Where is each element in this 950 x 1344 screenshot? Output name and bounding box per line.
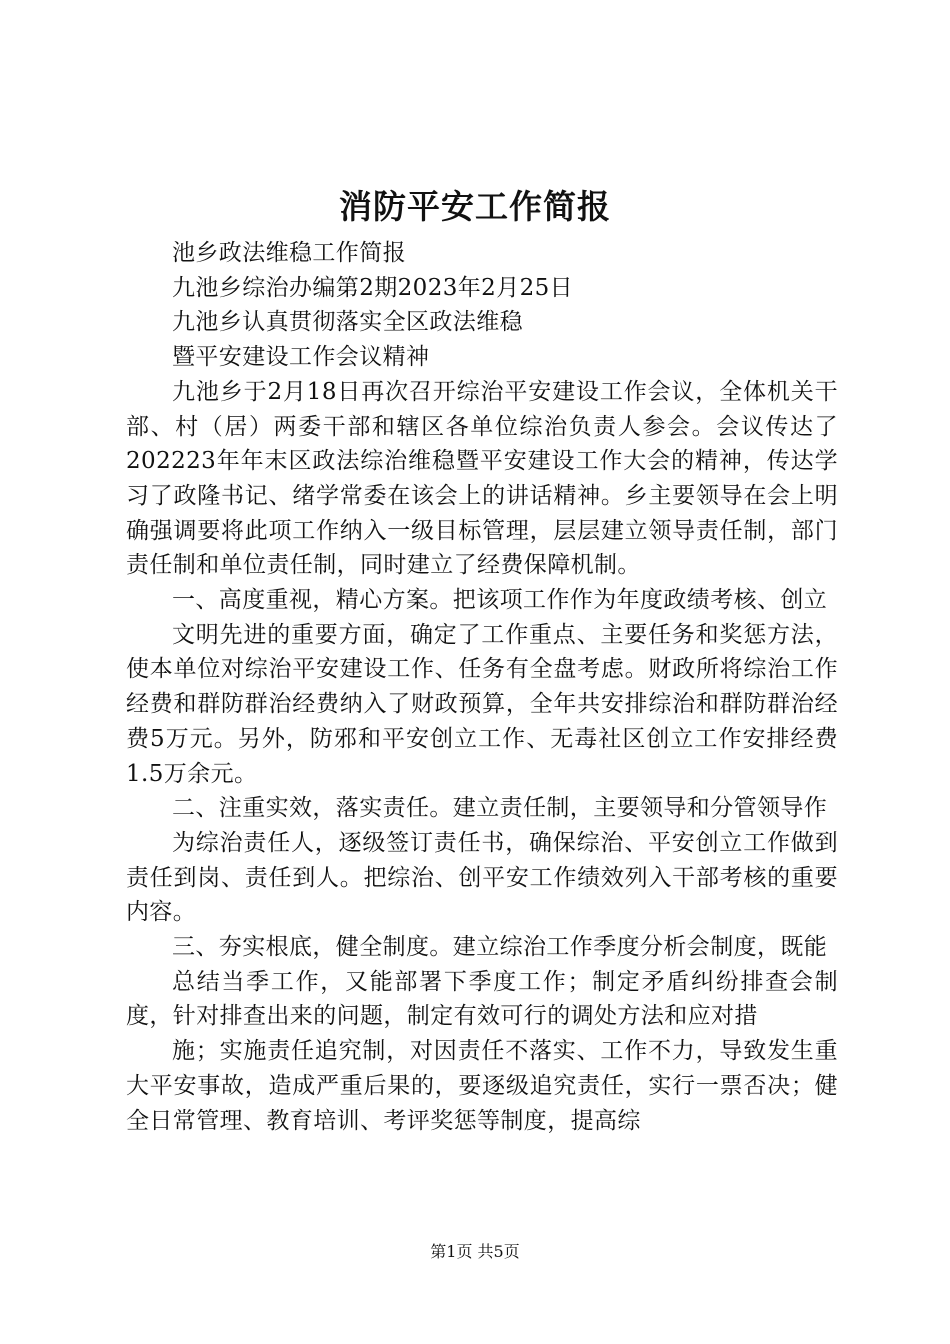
paragraph: 三、夯实根底，健全制度。建立综治工作季度分析会制度，既能 (172, 934, 828, 961)
paragraph: 九池乡于2月18日再次召开综治平安建设工作会议，全体机关干部、村（居）两委干部和辖区各单位综治负责人参会。会议传达了202223年年末区政法综治维稳暨平安建设工作大会的精神，传达学习了政隆书记、绪学常委在该会上的讲话精神。乡主要领导在会上明确强调要将此项工作纳入一级目标管理，层层建立领导责任制，部门责任制和单位责任制，同时建立了经费保障机制。 (126, 378, 838, 579)
paragraph: 暨平安建设工作会议精神 (172, 344, 430, 371)
paragraph: 二、注重实效，落实责任。建立责任制，主要领导和分管领导作 (172, 795, 828, 822)
paragraph: 文明先进的重要方面，确定了工作重点、主要任务和奖惩方法，使本单位对综治平安建设工作、任务有全盘考虑。财政所将综治工作经费和群防群治经费纳入了财政预算，全年共安排综治和群防群治经费5万元。另外，防邪和平安创立工作、无毒社区创立工作安排经费1.5万余元。 (126, 621, 838, 787)
paragraph: 池乡政法维稳工作简报 (172, 240, 406, 266)
document-title: 消防平安工作简报 (339, 187, 611, 226)
page-footer: 第1页 共5页 (430, 1242, 520, 1261)
paragraph: 为综治责任人，逐级签订责任书，确保综治、平安创立工作做到责任到岗、责任到人。把综治、创平安工作绩效列入干部考核的重要内容。 (126, 829, 838, 926)
paragraph: 一、高度重视，精心方案。把该项工作作为年度政绩考核、创立 (172, 587, 828, 614)
paragraph: 九池乡认真贯彻落实全区政法维稳 (172, 309, 523, 336)
paragraph: 总结当季工作，又能部署下季度工作；制定矛盾纠纷排查会制度，针对排查出来的问题，制定有效可行的调处方法和应对措 (126, 968, 838, 1030)
paragraph: 九池乡综治办编第2期2023年2月25日 (172, 274, 574, 301)
document-body (126, 236, 838, 1138)
paragraph: 施；实施责任追究制，对因责任不落实、工作不力，导致发生重大平安事故，造成严重后果的，要逐级追究责任，实行一票否决；健全日常管理、教育培训、考评奖惩等制度，提高综 (126, 1038, 838, 1134)
